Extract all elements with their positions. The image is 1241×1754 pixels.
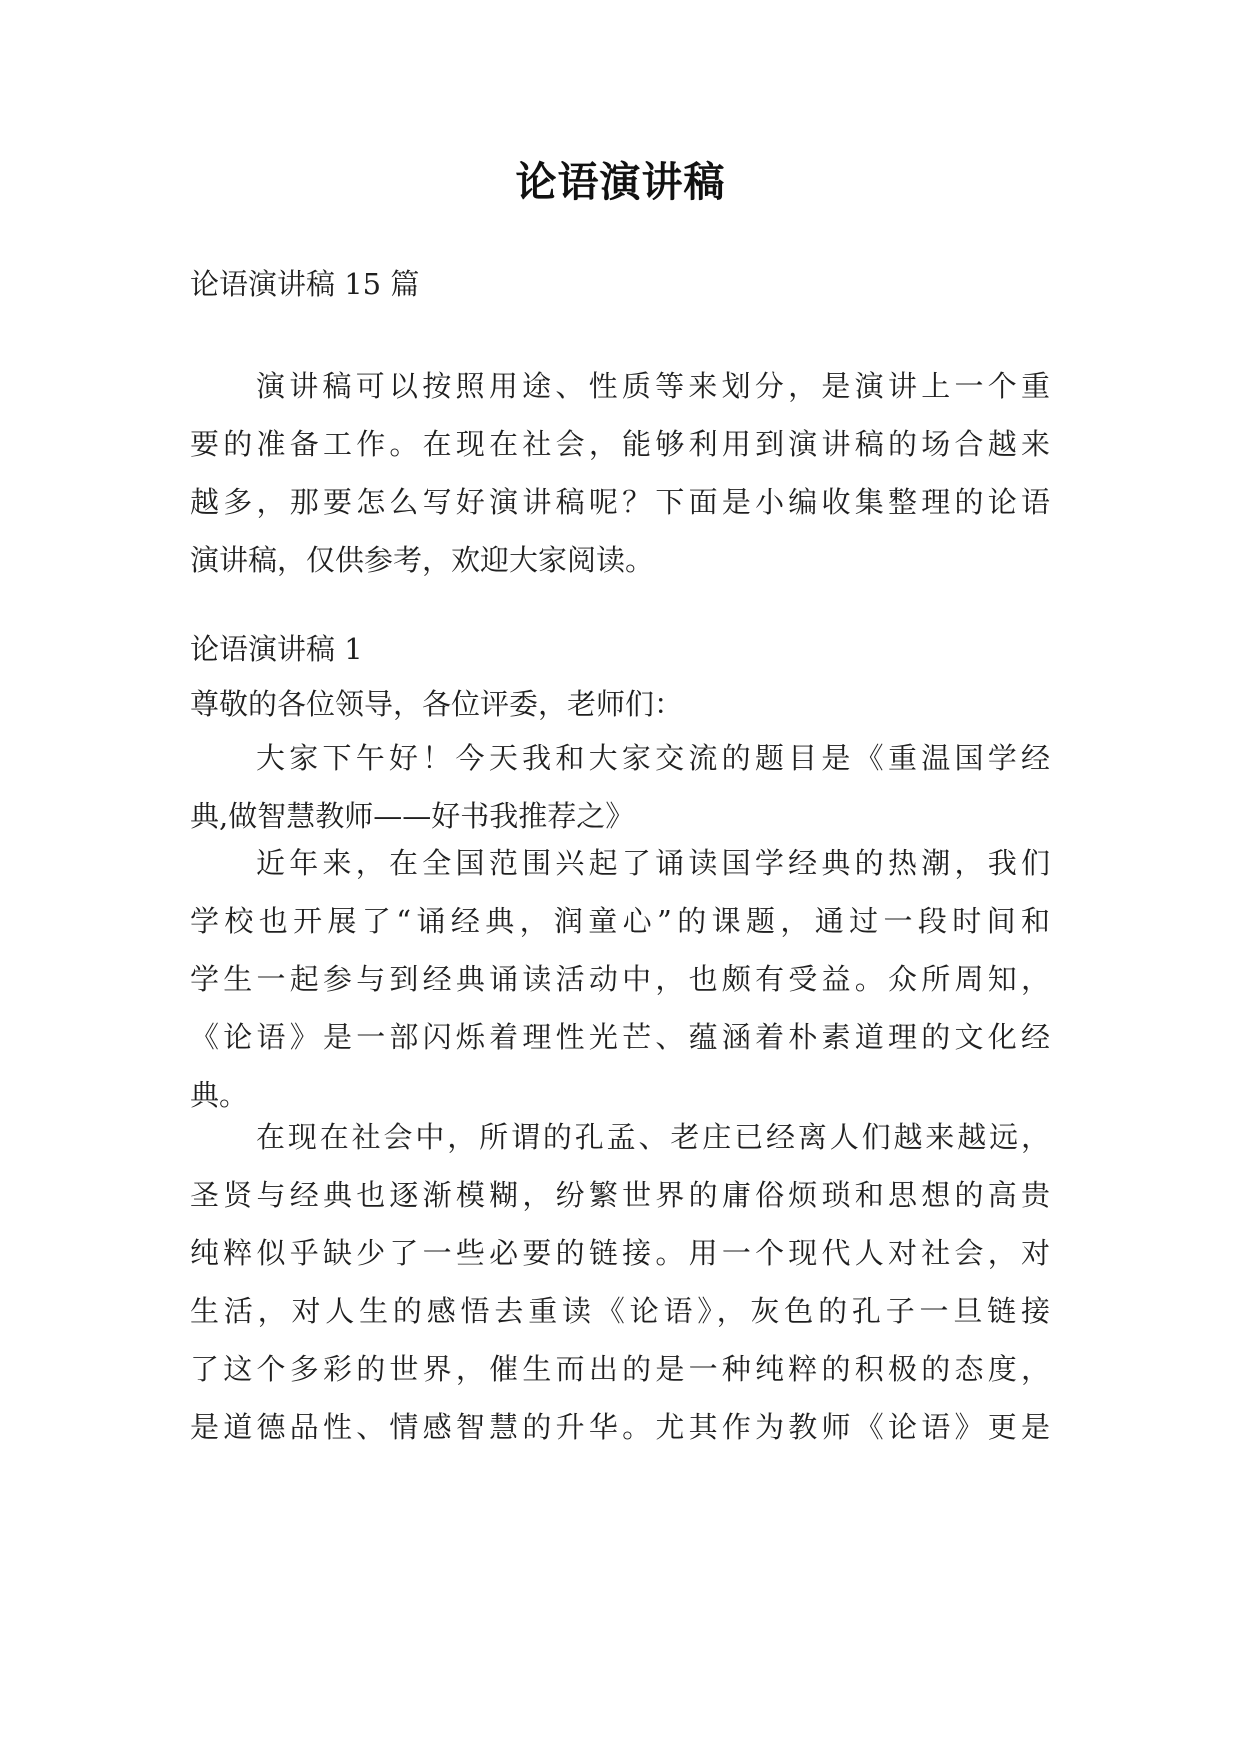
paragraph-line: 学生一起参与到经典诵读活动中，也颇有受益。众所周知， [190, 962, 1050, 996]
paragraph-line: 典。 [190, 1078, 249, 1112]
intro-line: 要的准备工作。在现在社会，能够利用到演讲稿的场合越来 [190, 427, 1050, 461]
paragraph-line: 圣贤与经典也逐渐模糊，纷繁世界的庸俗烦琐和思想的高贵 [190, 1178, 1050, 1212]
paragraph-line: 典,做智慧教师——好书我推荐之》 [190, 799, 635, 833]
paragraph-line: 学校也开展了“诵经典，润童心”的课题，通过一段时间和 [190, 904, 1050, 938]
paragraph-line: 在现在社会中，所谓的孔孟、老庄已经离人们越来越远， [256, 1120, 1050, 1154]
salutation: 尊敬的各位领导，各位评委，老师们： [190, 687, 684, 721]
intro-line: 演讲稿可以按照用途、性质等来划分，是演讲上一个重 [256, 369, 1050, 403]
intro-line: 演讲稿，仅供参考，欢迎大家阅读。 [190, 543, 655, 577]
paragraph-line: 大家下午好！今天我和大家交流的题目是《重温国学经 [256, 741, 1050, 775]
paragraph-line: 生活，对人生的感悟去重读《论语》，灰色的孔子一旦链接 [190, 1294, 1050, 1328]
paragraph-line: 是道德品性、情感智慧的升华。尤其作为教师《论语》更是 [190, 1410, 1050, 1444]
document-subtitle: 论语演讲稿 15 篇 [190, 267, 420, 301]
intro-line: 越多，那要怎么写好演讲稿呢？下面是小编收集整理的论语 [190, 485, 1050, 519]
document-title: 论语演讲稿 [515, 158, 726, 206]
intro-paragraph [190, 357, 1050, 589]
paragraph-line: 近年来，在全国范围兴起了诵读国学经典的热潮，我们 [256, 846, 1050, 880]
paragraph-2 [190, 834, 1050, 1124]
paragraph-line: 纯粹似乎缺少了一些必要的链接。用一个现代人对社会，对 [190, 1236, 1050, 1270]
section-heading: 论语演讲稿 1 [190, 632, 363, 666]
paragraph-3 [190, 1108, 1050, 1456]
paragraph-1 [190, 729, 1050, 845]
paragraph-line: 了这个多彩的世界，催生而出的是一种纯粹的积极的态度， [190, 1352, 1050, 1386]
paragraph-line: 《论语》是一部闪烁着理性光芒、蕴涵着朴素道理的文化经 [190, 1020, 1050, 1054]
